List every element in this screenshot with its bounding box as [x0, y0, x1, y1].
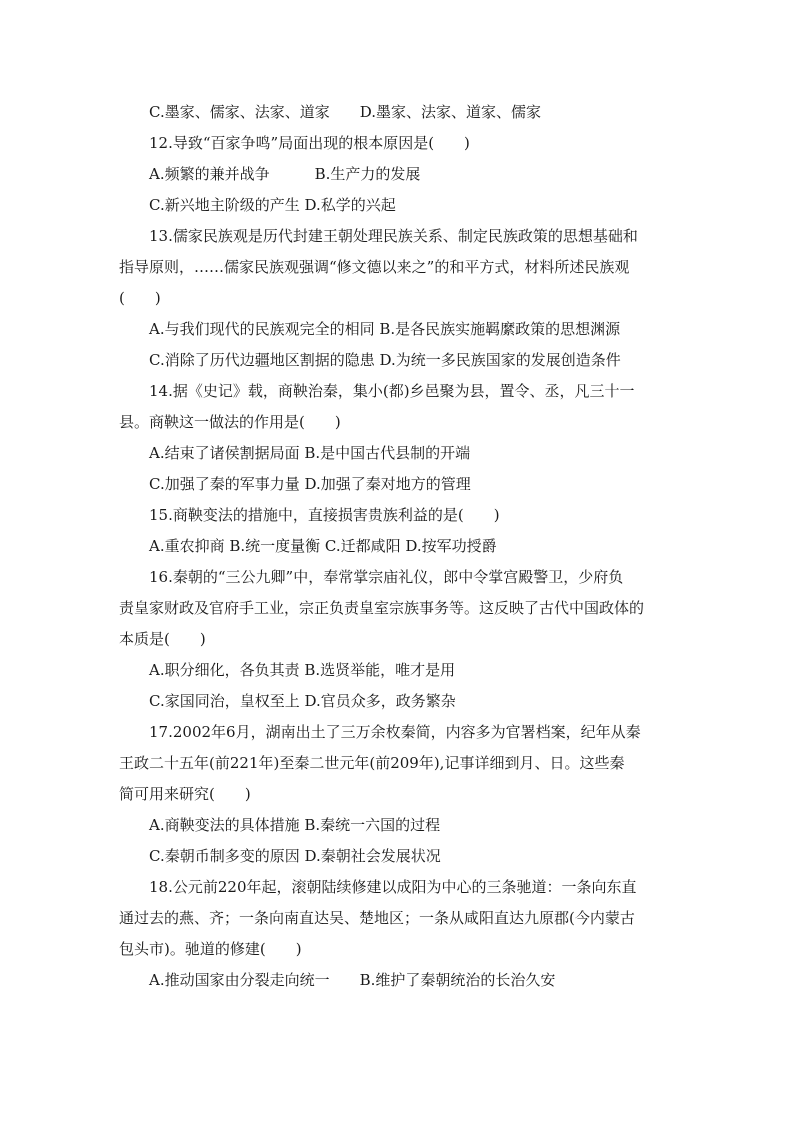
question-stem-continuation: 责皇家财政及官府手工业，宗正负责皇室宗族事务等。这反映了古代中国政体的 [119, 599, 645, 617]
question-stem-continuation: 县。商鞅这一做法的作用是( ) [119, 413, 341, 431]
question-stem-continuation: 简可用来研究( ) [119, 785, 251, 803]
question-stem-continuation: 本质是( ) [119, 630, 206, 648]
question-stem-continuation: 指导原则，……儒家民族观强调“修文德以来之”的和平方式，材料所述民族观 [119, 258, 630, 276]
option-line: A.商鞅变法的具体措施 B.秦统一六国的过程 [149, 816, 441, 834]
question-stem: 12.导致“百家争鸣”局面出现的根本原因是( ) [149, 134, 470, 152]
question-stem-continuation: 王政二十五年(前221年)至秦二世元年(前209年),记事详细到月、日。这些秦 [119, 754, 625, 772]
question-stem-continuation: 包头市)。驰道的修建( ) [119, 940, 302, 958]
option-line: A.与我们现代的民族观完全的相同 B.是各民族实施羁縻政策的思想渊源 [149, 320, 621, 338]
option-line: A.重农抑商 B.统一度量衡 C.迁都咸阳 D.按军功授爵 [149, 537, 497, 555]
option-line: C.消除了历代边疆地区割据的隐患 D.为统一多民族国家的发展创造条件 [149, 351, 621, 369]
option-line: C.墨家、儒家、法家、道家 D.墨家、法家、道家、儒家 [149, 103, 541, 121]
option-line: C.秦朝币制多变的原因 D.秦朝社会发展状况 [149, 847, 441, 865]
question-stem: 18.公元前220年起，滚朝陆续修建以成阳为中心的三条驰道：一条向东直 [149, 878, 637, 896]
option-line: C.新兴地主阶级的产生 D.私学的兴起 [149, 196, 396, 214]
question-stem: 13.儒家民族观是历代封建王朝处理民族关系、制定民族政策的思想基础和 [149, 227, 638, 245]
option-line: C.加强了秦的军事力量 D.加强了秦对地方的管理 [149, 475, 471, 493]
option-line: C.家国同治，皇权至上 D.官员众多，政务繁杂 [149, 692, 456, 710]
option-line: A.推动国家由分裂走向统一 B.维护了秦朝统治的长治久安 [149, 971, 556, 989]
question-stem-continuation: 通过去的燕、齐；一条向南直达吴、楚地区；一条从咸阳直达九原郡(今内蒙古 [119, 909, 635, 927]
option-line: A.职分细化，各负其责 B.选贤举能，唯才是用 [149, 661, 456, 679]
question-stem: 15.商鞅变法的措施中，直接损害贵族利益的是( ) [149, 506, 500, 524]
question-stem: 14.据《史记》载，商鞅治秦，集小(都)乡邑聚为县，置令、丞，凡三十一 [149, 382, 635, 400]
question-stem: 17.2002年6月，湖南出土了三万余枚秦简，内容多为官署档案，纪年从秦 [149, 723, 641, 741]
question-stem: 16.秦朝的“三公九卿”中，奉常掌宗庙礼仪，郎中令掌宫殿警卫，少府负 [149, 568, 624, 586]
question-list [119, 97, 679, 996]
option-line: A.结束了诸侯割据局面 B.是中国古代县制的开端 [149, 444, 471, 462]
option-line: A.频繁的兼并战争 B.生产力的发展 [149, 165, 421, 183]
question-stem-continuation: ( ) [119, 289, 161, 307]
